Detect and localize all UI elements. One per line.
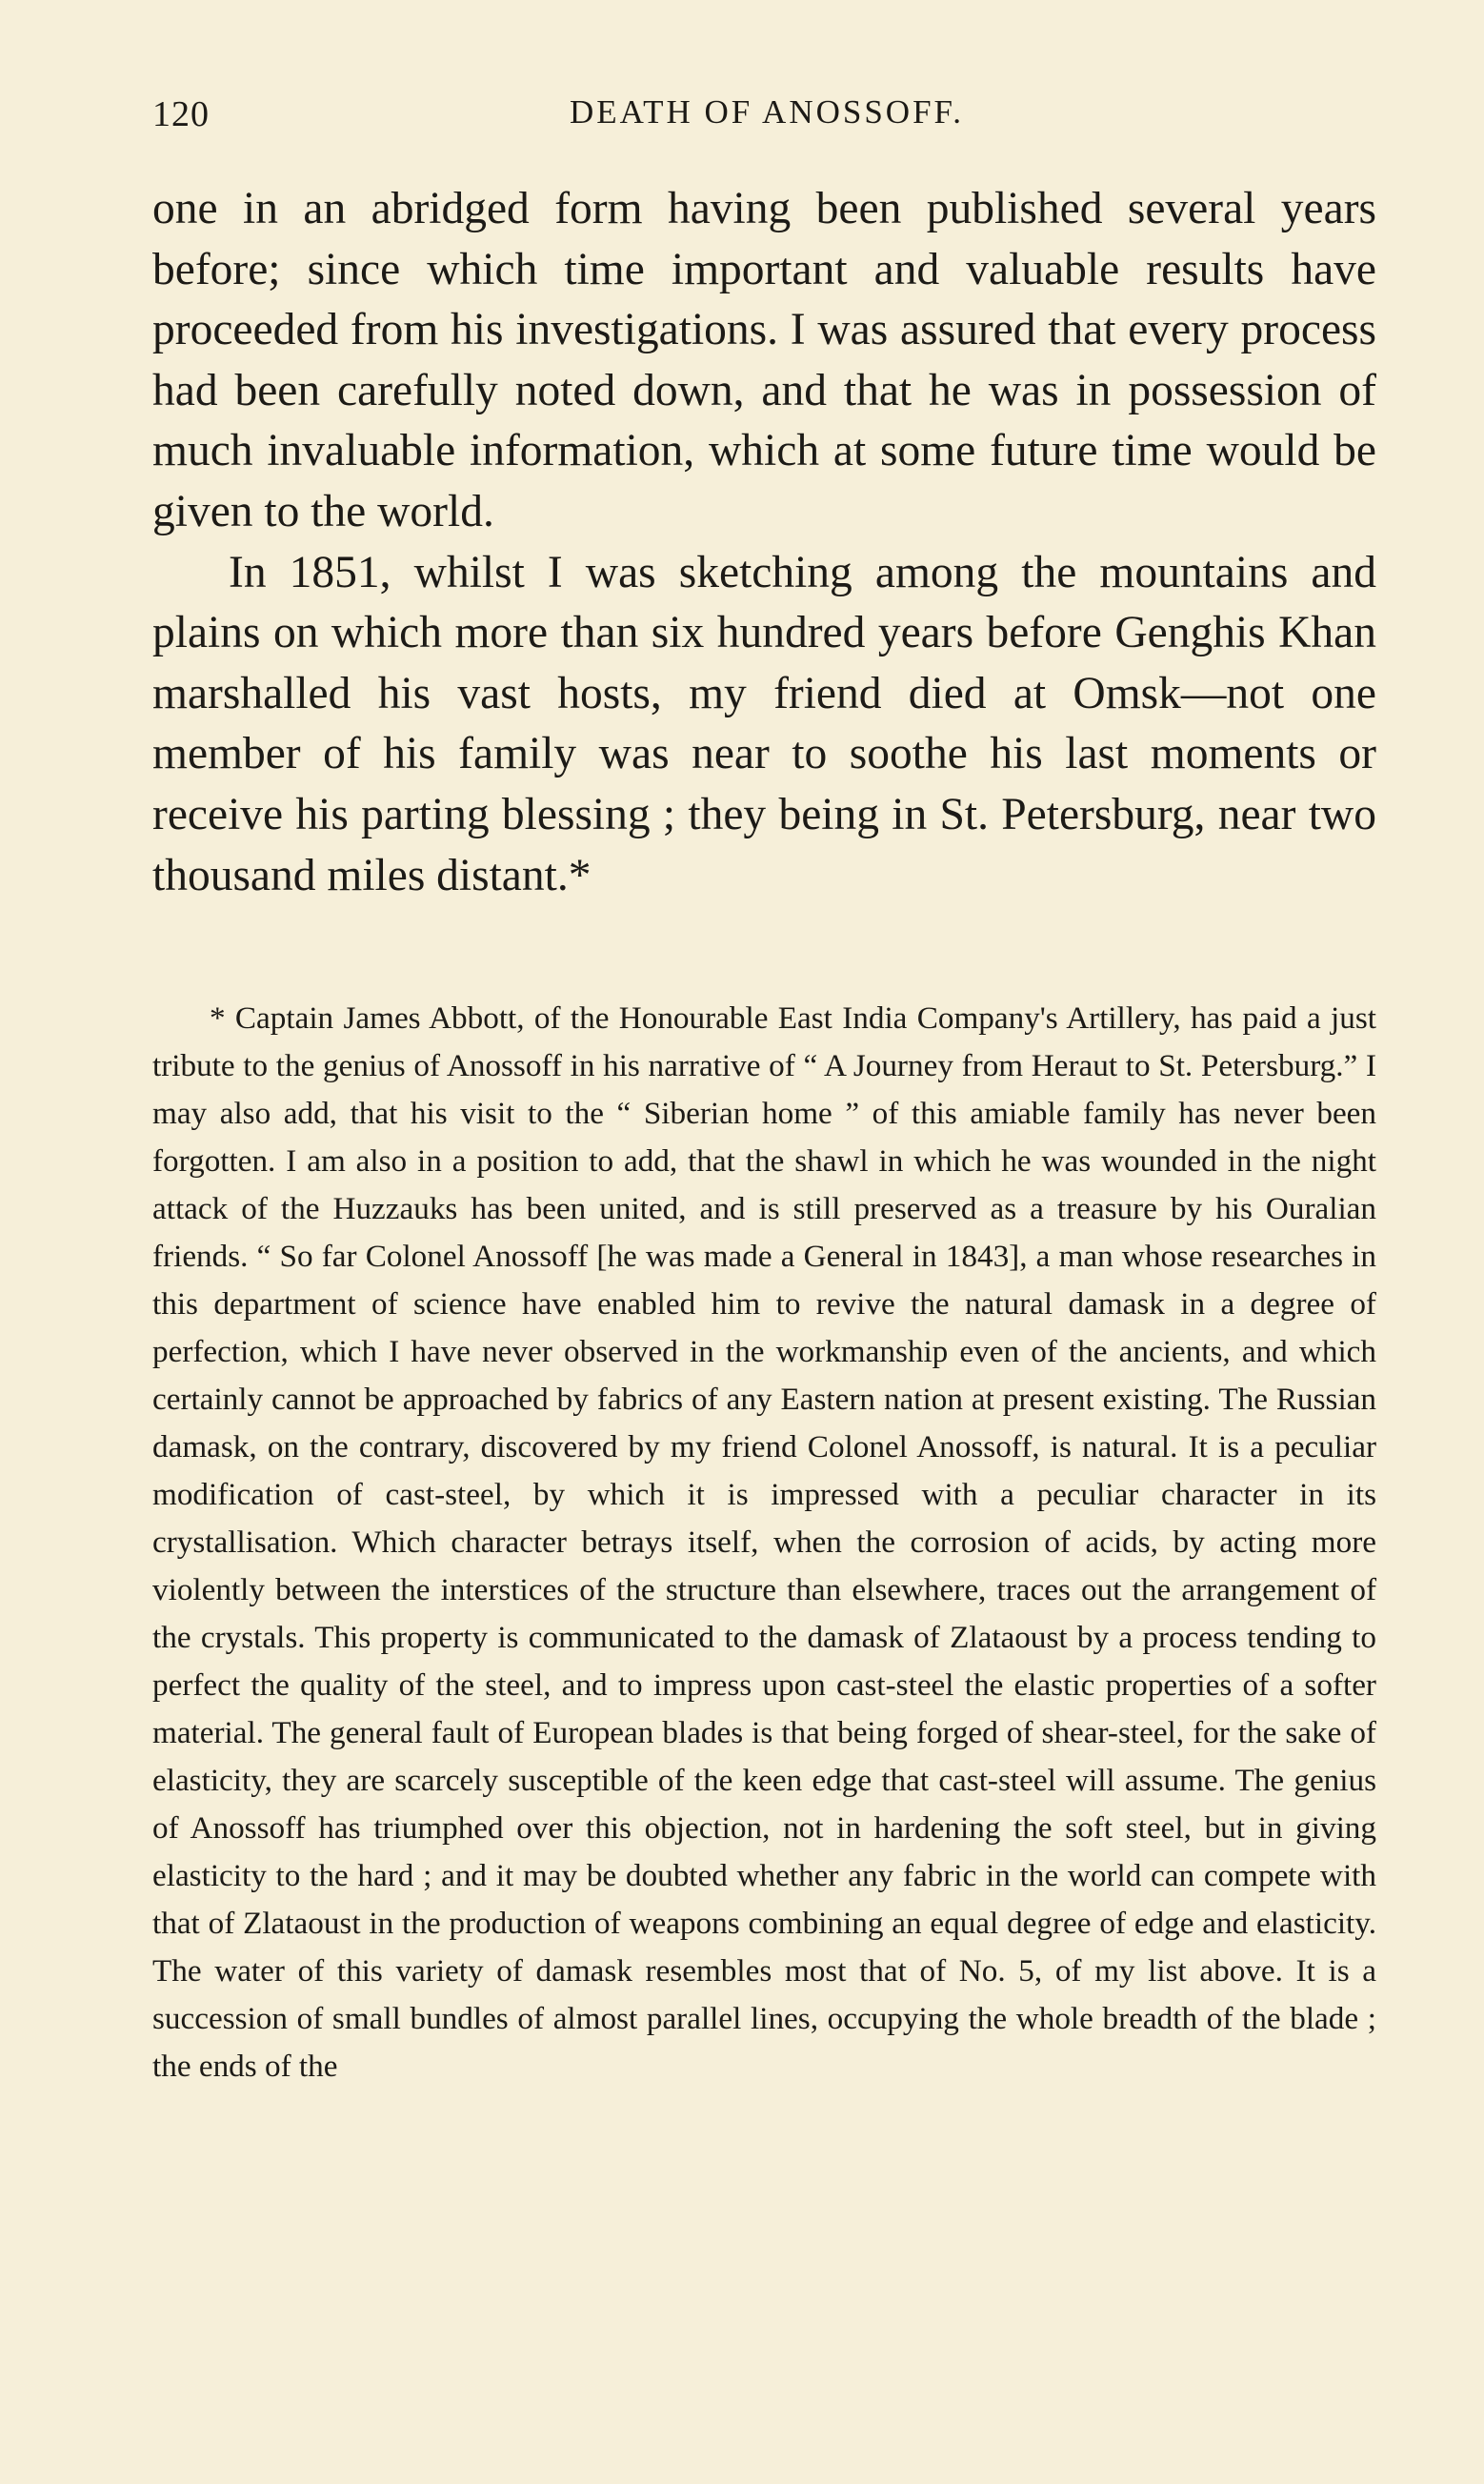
footnote: * Captain James Abbott, of the Honourable East India Company's Artillery, has paid a just tribute to the genius of Anossoff in his narrative of “ A Journey from Heraut to St. Petersburg.” I may also add, that his visit to the “ Siberian home ” of this amiable family has never been forgotten. I am also in a position to add, that the shawl in which he was wounded in the night attack of the Huzzauks has been united, and is still preserved as a treasure by his Ouralian friends. “ So far Colonel Anossoff [he was made a General in 1843], a man whose researches in this department of science have enabled him to revive the natural damask in a degree of perfection, which I have never observed in the workmanship even of the ancients, and which certainly cannot be approached by fabrics of any Eastern nation at present existing. The Russian damask, on the contrary, discovered by my friend Colonel Anossoff, is natural. It is a peculiar modification of cast-steel, by which it is impressed with a peculiar character in its crystallisation. Which character betrays itself, when the corrosion of acids, by acting more violently between the interstices of the structure than elsewhere, traces out the arrangement of the crystals. This property is communicated to the damask of Zlataoust by a process tending to perfect the quality of the steel, and to impress upon cast-steel the elastic properties of a softer material. The general fault of European blades is that being forged of shear-steel, for the sake of elasticity, they are scarcely susceptible of the keen edge that cast-steel will assume. The genius of Anossoff has triumphed over this objection, not in hardening the soft steel, but in giving elasticity to the hard ; and it may be doubted whether any fabric in the world can compete with that of Zlataoust in the production of weapons combining an equal degree of edge and elasticity. The water of this variety of damask resembles most that of No. 5, of my list above. It is a succession of small bundles of almost parallel lines, occupying the whole breadth of the blade ; the ends of the [152,1000,1376,2084]
body-paragraph-2: In 1851, whilst I was sketching among the mountains and plains on which more than six hundred years before Genghis Khan marshalled his vast hosts, my friend died at Omsk—not one member of his family was near to soothe his last moments or receive his parting blessing ; they being in St. Petersburg, near two thousand miles distant.* [152,547,1376,900]
running-title: DEATH OF ANOSSOFF. [570,93,964,131]
main-body-text [152,179,1376,906]
body-paragraph-1: one in an abridged form having been published several years before; since which time important and valuable results have proceeded from his investigations. I was assured that every process had been carefully noted down, and that he was in possession of much invaluable information, which at some future time would be given to the world. [152,184,1376,536]
page-header [152,93,1381,141]
page-number: 120 [152,94,210,134]
